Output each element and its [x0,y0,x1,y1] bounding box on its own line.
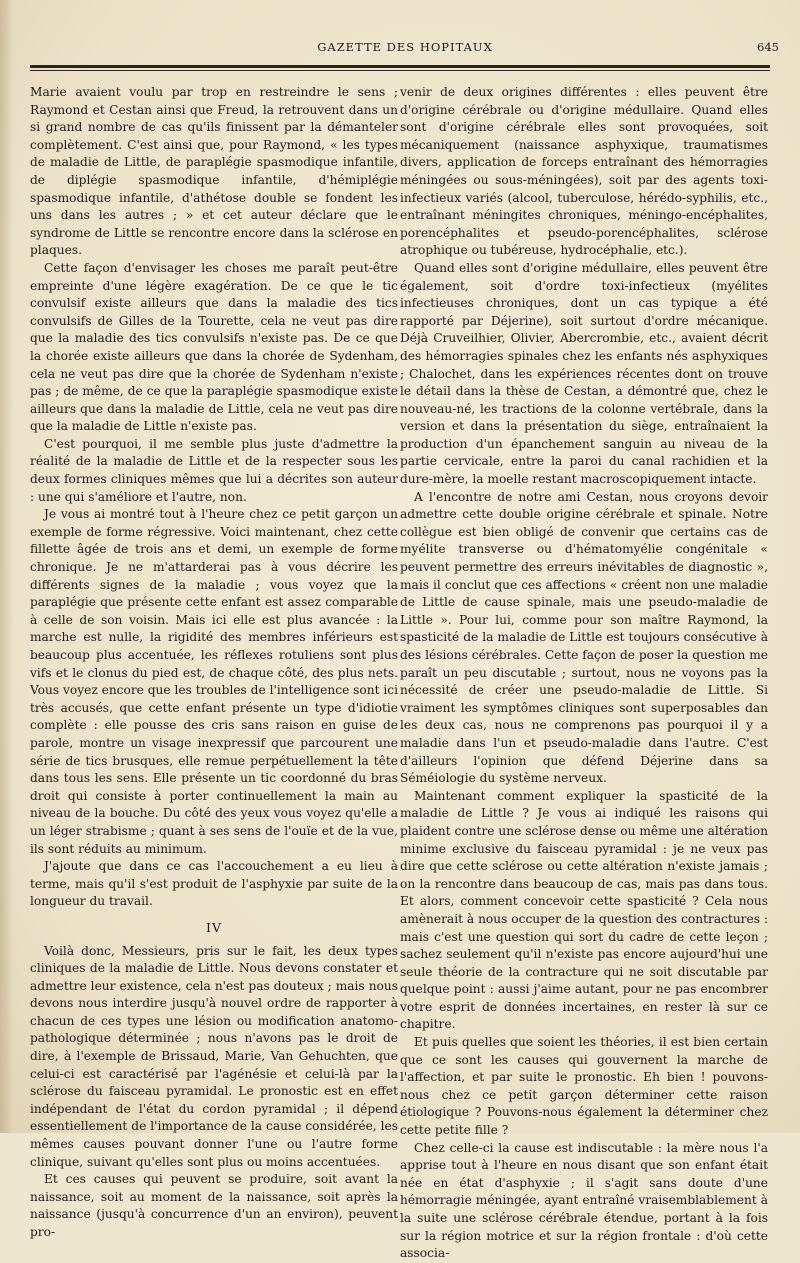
left-column [30,84,398,1242]
paragraph: A l'encontre de notre ami Cestan, nous croyons devoir admettre cette double origine cérébrale et spinale. Notre collègue est bien obligé de convenir que certains cas de myélite transverse ou d'hématomyélie congénitale « peuvent permettre des erreurs inévitables de diagnostic », mais il conclut que ces affections « créent non une maladie de Little de cause spinale, mais une pseudo-maladie de Little ». Pour lui, comme pour son maître Raymond, la spasticité de la maladie de Little est toujours consécutive à des lésions cérébrales. Cette façon de poser la question me paraît un peu discutable ; surtout, nous ne voyons pas la nécessité de créer une pseudo-maladie de Little. Si vraiment les symptômes cliniques sont superposables dan les deux cas, nous ne comprenons pas pourquoi il y a maladie dans l'un et pseudo-maladie dans l'autre. C'est d'ailleurs l'opinion que défend Déjerine dans sa Séméiologie du système nerveux. [400,489,768,786]
paragraph: C'est pourquoi, il me semble plus juste d'admettre la réalité de la maladie de Little et de la respecter sous les deux formes cliniques mêmes que lui a décrites son auteur : une qui s'améliore et l'autre, non. [30,436,398,504]
header-rule-thin [30,70,770,71]
paragraph: Je vous ai montré tout à l'heure chez ce petit garçon un exemple de forme régressive. Voici maintenant, chez cette fillette âgée de trois ans et demi, un exemple de forme chronique. Je ne m'attarderai pas à vous décrire les différents signes de la maladie ; vous voyez que la paraplégie que présente cette enfant est assez comparable à celle de son voisin. Mais ici elle est plus avancée : la marche est nulle, la rigidité des membres inférieurs est beaucoup plus accentuée, les réflexes rotuliens sont plus vifs et le clonus du pied est, de chaque côté, des plus nets. Vous voyez encore que les troubles de l'intelligence sont ici très accusés, que cette enfant présente un type d'idiotie complète : elle pousse des cris sans raison en guise de parole, montre un visage inexpressif que parcourent une série de tics brusques, elle remue perpétuellement la tête dans tous les sens. Elle présente un tic coordonné du bras droit qui consiste à porter continuellement la main au niveau de la bouche. Du côté des yeux vous voyez qu'elle a un léger strabisme ; quant à ses sens de l'ouïe et de la vue, ils sont réduits au minimum. [30,507,398,856]
paragraph: Chez celle-ci la cause est indiscutable : la mère nous l'a apprise tout à l'heure en nous disant que son enfant était née en état d'asphyxie ; il s'agit sans doute d'une hémorragie méningée, ayant entraîné vraisemblablement à la suite une sclérose cérébrale étendue, portant à la fois sur la région motrice et sur la région frontale : d'où cette associa- [400,1140,768,1261]
paragraph: Marie avaient voulu par trop en restreindre le sens ; Raymond et Cestan ainsi que Freud, la retrouvent dans un si grand nombre de cas qu'ils finissent par la démanteler complètement. C'est ainsi que, pour Raymond, « les types de maladie de Little, de paraplégie spasmodique infantile, de diplégie spasmodique infantile, d'hémiplégie spasmodique infantile, d'athétose double se fondent les uns dans les autres ; » et cet auteur déclare que le syndrome de Little se rencontre encore dans la sclérose en plaques. [30,85,398,258]
paragraph: Et puis quelles que soient les théories, il est bien certain que ce sont les causes qui gouvernent la marche de l'affection, et par suite le pronostic. Eh bien ! pouvons-nous chez ce petit garçon déterminer cette raison étiologique ? Pouvons-nous également la déterminer chez cette petite fille ? [400,1035,768,1138]
header-rule-thick [30,65,770,68]
right-column [400,84,768,1263]
paragraph: Cette façon d'envisager les choses me paraît peut-être empreinte d'une légère exagération. De ce que le tic convulsif existe ailleurs que dans la maladie des tics convulsifs de Gilles de la Tourette, cela ne veut pas dire que la maladie des tics convulsifs n'existe pas. De ce que la chorée existe ailleurs que dans la chorée de Sydenham, cela ne veut pas dire que la chorée de Sydenham n'existe pas ; de même, de ce que la paraplégie spasmodique existe ailleurs que dans la maladie de Little, cela ne veut pas dire que la maladie de Little n'existe pas. [30,260,398,434]
paragraph: Voilà donc, Messieurs, pris sur le fait, les deux types cliniques de la maladie de Little. Nous devons constater et admettre leur existence, cela n'est pas douteux ; mais nous devons nous interdire jusqu'à nouvel ordre de rapporter à chacun de ces types une lésion ou modification anatomo-pathologique déterminée ; nous n'avons pas le droit de dire, à l'exemple de Brissaud, Marie, Van Gehuchten, que celui-ci est caractérisé par l'agénésie et celui-là par la sclérose du faisceau pyramidal. Le pronostic est en effet indépendant de l'état du cordon pyramidal ; il dépend essentiellement de l'importance de la cause considérée, les mêmes causes pouvant donner l'une ou l'autre forme clinique, suivant qu'elles sont plus ou moins accentuées. [30,943,398,1169]
paragraph: Maintenant comment expliquer la spasticité de la maladie de Little ? Je vous ai indiqué les raisons qui plaident contre une sclérose dense ou même une altération minime exclusive du faisceau pyramidal : je ne veux pas dire que cette sclérose ou cette altération n'existe jamais ; on la rencontre dans beaucoup de cas, mais pas dans tous. Et alors, comment concevoir cette spasticité ? Cela nous amènerait à nous occuper de la question des contractures : mais c'est une question qui sort du cadre de cette leçon ; sachez seulement qu'il n'existe pas encore aujourd'hui une seule théorie de la contracture qui ne soit discutable par quelque point : aussi j'aime autant, pour ne pas encombrer votre esprit de données incertaines, en rester là sur ce chapitre. [400,788,768,1032]
running-title: GAZETTE DES HOPITAUX [317,40,493,54]
paragraph: J'ajoute que dans ce cas l'accouchement a eu lieu à terme, mais qu'il s'est produit de l'asphyxie par suite de la longueur du travail. [30,859,398,909]
section-heading: IV [206,919,222,935]
paragraph: Et ces causes qui peuvent se produire, soit avant la naissance, soit au moment de la naissance, soit après la naissance (jusqu'à concurrence d'un an environ), peuvent pro- [30,1172,398,1239]
paragraph: Quand elles sont d'origine médullaire, elles peuvent être également, soit d'ordre toxi-infectieux (myélites infectieuses chroniques, dont un cas typique a été rapporté par Déjerine), soit surtout d'ordre mécanique. Déjà Cruveilhier, Olivier, Abercrombie, etc., avaient décrit des hémorragies spinales chez les enfants nés asphyxiques ; Chalochet, dans les expériences récentes dont on trouve le détail dans la thèse de Cestan, a démontré que, chez le nouveau-né, les tractions de la colonne vertébrale, dans la version et dans la présentation du siège, entraînaient la production d'un épanchement sanguin au niveau de la partie cervicale, entre la paroi du canal rachidien et la dure-mère, la moelle restant macroscopiquement intacte. [400,260,768,487]
page-number: 645 [757,40,779,54]
page-fold-shadow [0,0,14,1133]
paragraph: venir de deux origines différentes : elles peuvent être d'origine cérébrale ou d'origine médullaire. Quand elles sont d'origine cérébrale elles sont provoquées, soit mécaniquement (naissance asphyxique, traumatismes divers, application de forceps entraînant des hémorragies méningées ou sous-méningées), soit par des agents toxi-infectieux variés (alcool, tuberculose, hérédo-syphilis, etc., entraînant méningites chroniques, méningo-encéphalites, porencéphalites et pseudo-porencéphalites, sclérose atrophique ou tubéreuse, hydrocéphalie, etc.). [400,85,768,258]
